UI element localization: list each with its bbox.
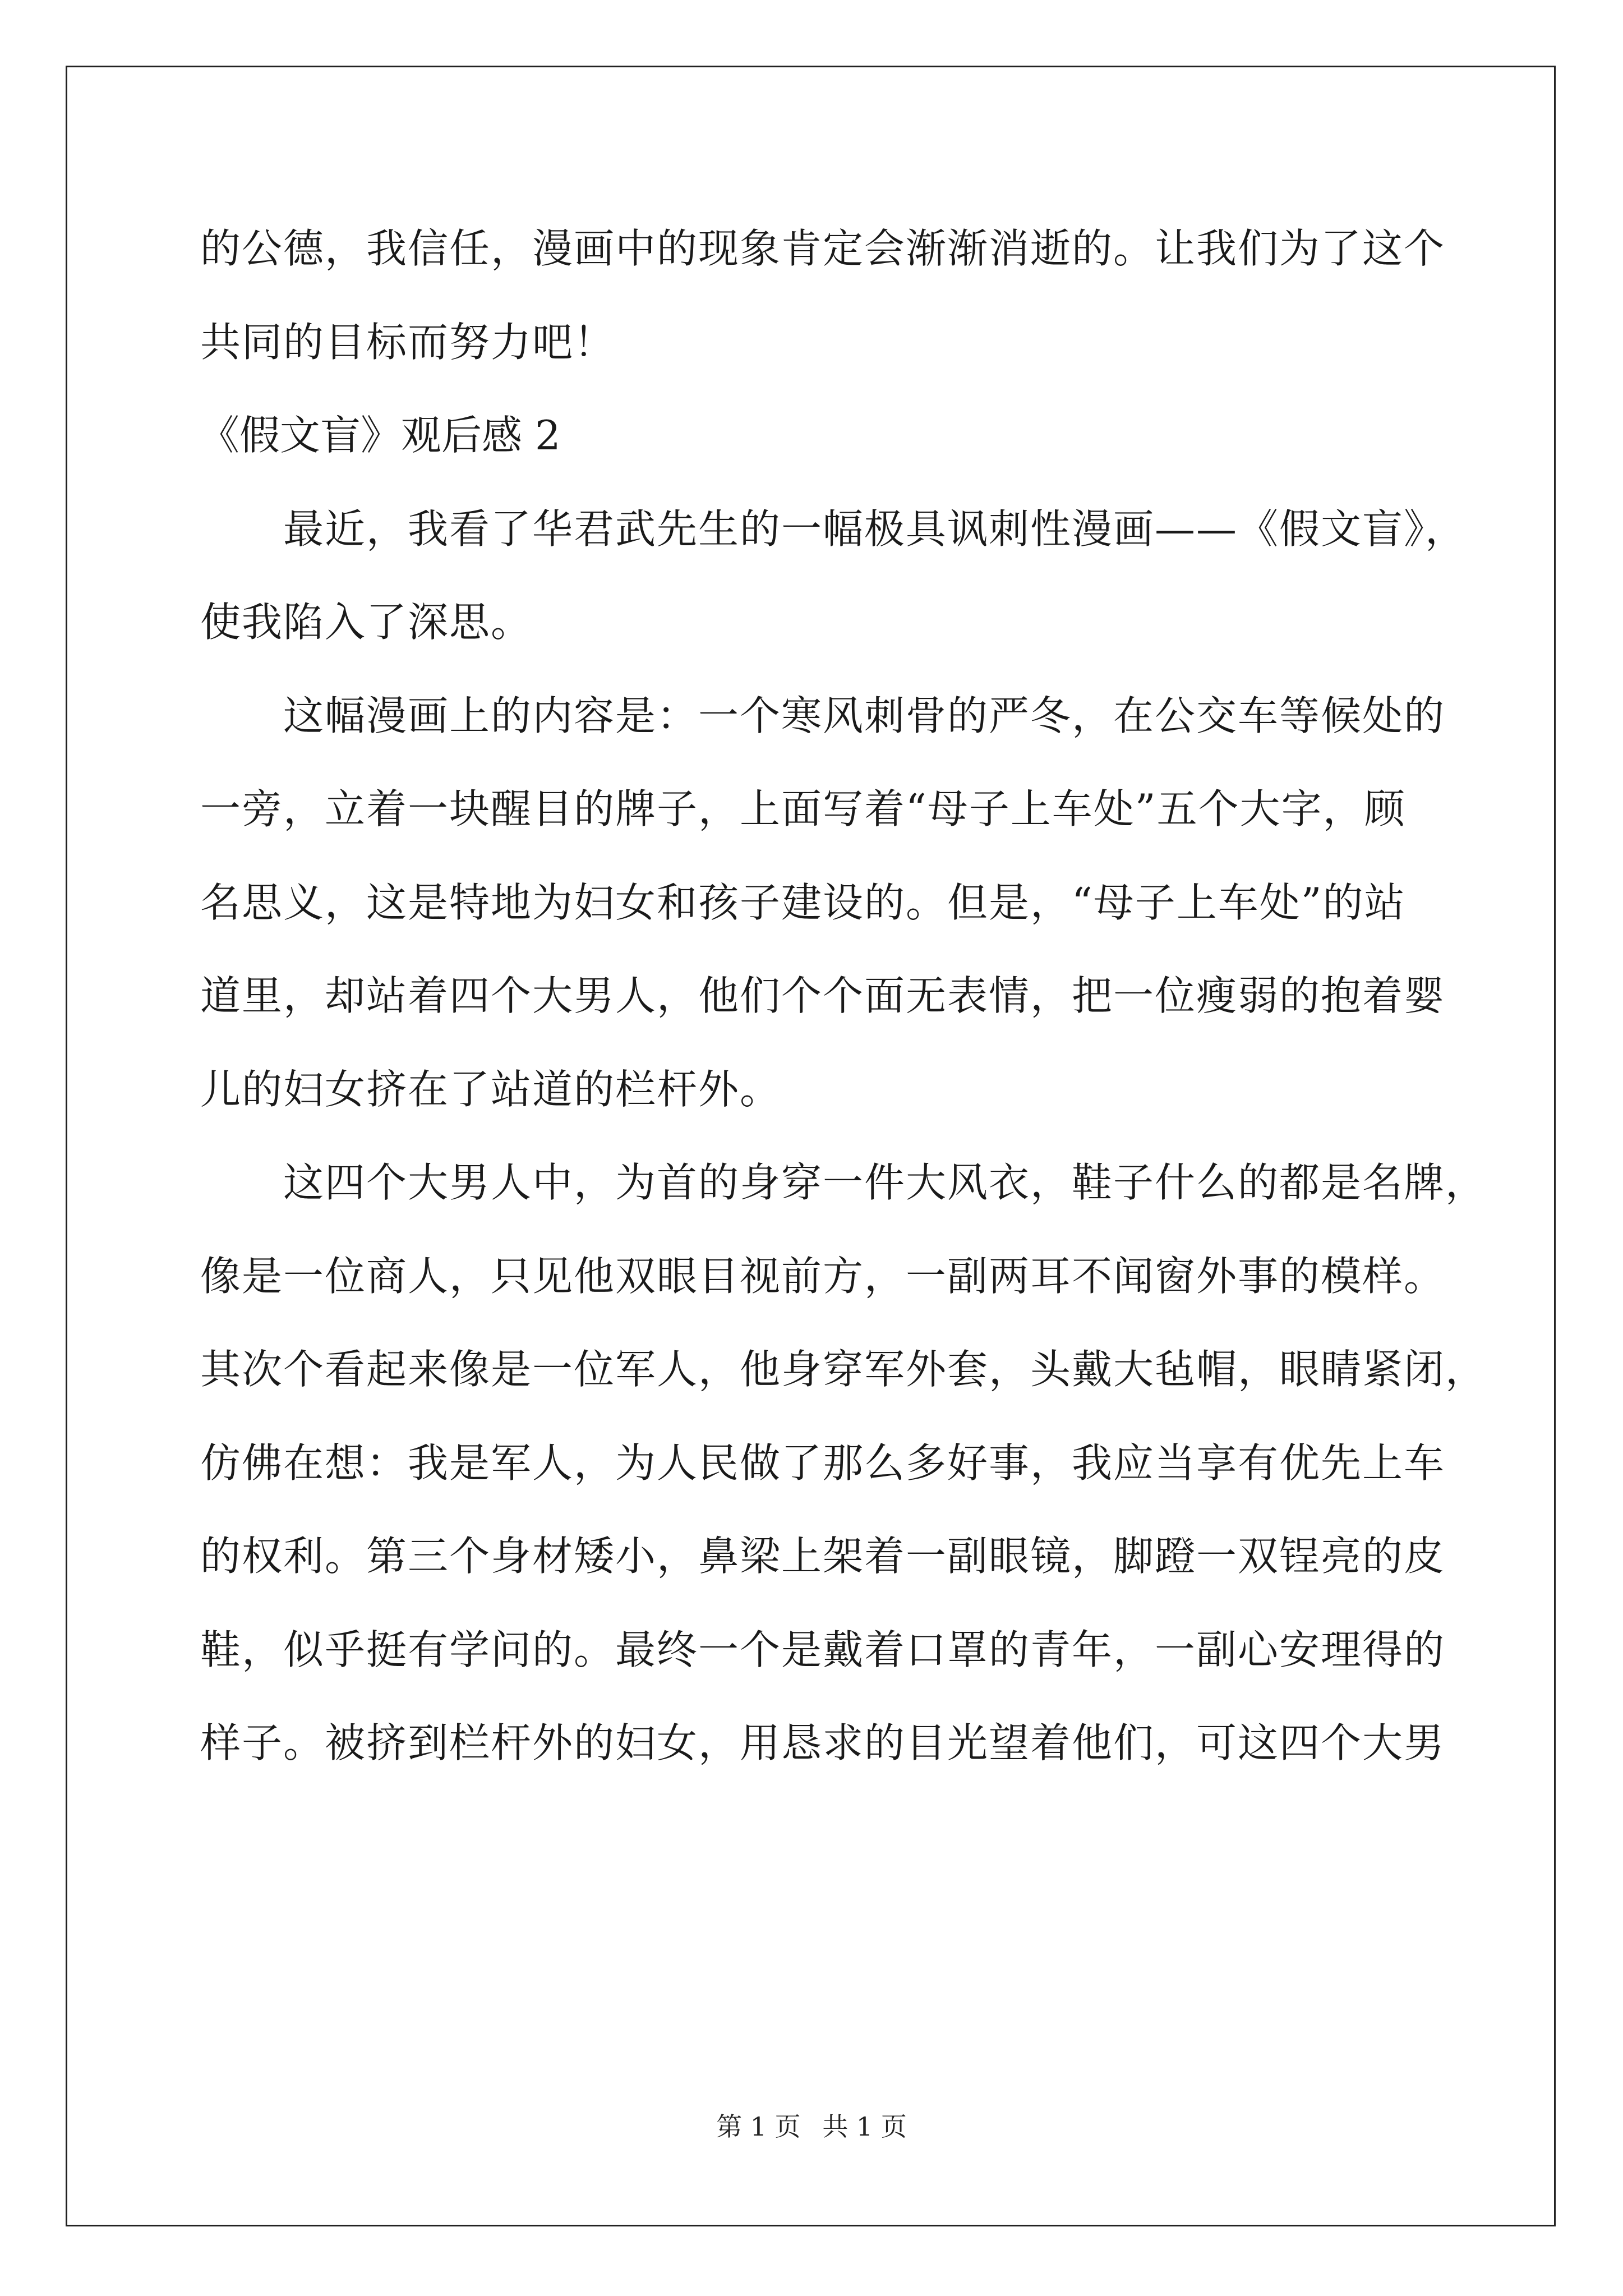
text-line: 其次个看起来像是一位军人，他身穿军外套，头戴大毡帽，眼睛紧闭， xyxy=(200,1346,1487,1393)
text-line: 的权利。第三个身材矮小，鼻梁上架着一副眼镜，脚蹬一双锃亮的皮 xyxy=(200,1533,1446,1580)
paragraph xyxy=(200,482,1467,669)
text-line: 一旁，立着一块醒目的牌子，上面写着“母子上车处”五个大字，顾 xyxy=(200,785,1406,832)
text-line: 儿的妇女挤在了站道的栏杆外。 xyxy=(200,1065,782,1113)
text-line: 使我陷入了深思。 xyxy=(200,599,533,646)
text-line: 最近，我看了华君武先生的一幅极具讽刺性漫画——《假文盲》， xyxy=(283,505,1467,553)
text-line: 仿佛在想：我是军人，为人民做了那么多好事，我应当享有优先上车 xyxy=(200,1439,1446,1487)
text-line: 这幅漫画上的内容是：一个寒风刺骨的严冬，在公交车等候处的 xyxy=(283,692,1446,739)
page-total: 共 1 页 xyxy=(822,2111,907,2142)
paragraph xyxy=(200,1136,1487,1790)
text-line: 的公德，我信任，漫画中的现象肯定会渐渐消逝的。让我们为了这个 xyxy=(200,225,1446,272)
document-body xyxy=(199,202,1487,1790)
section-title: 《假文盲》观后感 2 xyxy=(199,412,561,459)
text-line: 像是一位商人，只见他双眼目视前方，一副两耳不闻窗外事的模样。 xyxy=(200,1252,1446,1300)
page-number: 第 1 页 xyxy=(716,2111,801,2142)
text-line: 道里，却站着四个大男人，他们个个面无表情，把一位瘦弱的抱着婴 xyxy=(200,972,1446,1019)
text-line: 共同的目标而努力吧！ xyxy=(200,318,616,366)
text-line: 样子。被挤到栏杆外的妇女，用恳求的目光望着他们，可这四个大男 xyxy=(200,1719,1446,1766)
paragraph xyxy=(200,669,1446,1137)
text-line: 这四个大男人中，为首的身穿一件大风衣，鞋子什么的都是名牌， xyxy=(283,1159,1487,1206)
text-line: 鞋，似乎挺有学问的。最终一个是戴着口罩的青年，一副心安理得的 xyxy=(200,1626,1446,1673)
text-line: 名思义，这是特地为妇女和孩子建设的。但是，“母子上车处”的站 xyxy=(200,878,1406,926)
page-footer xyxy=(0,2106,1623,2143)
